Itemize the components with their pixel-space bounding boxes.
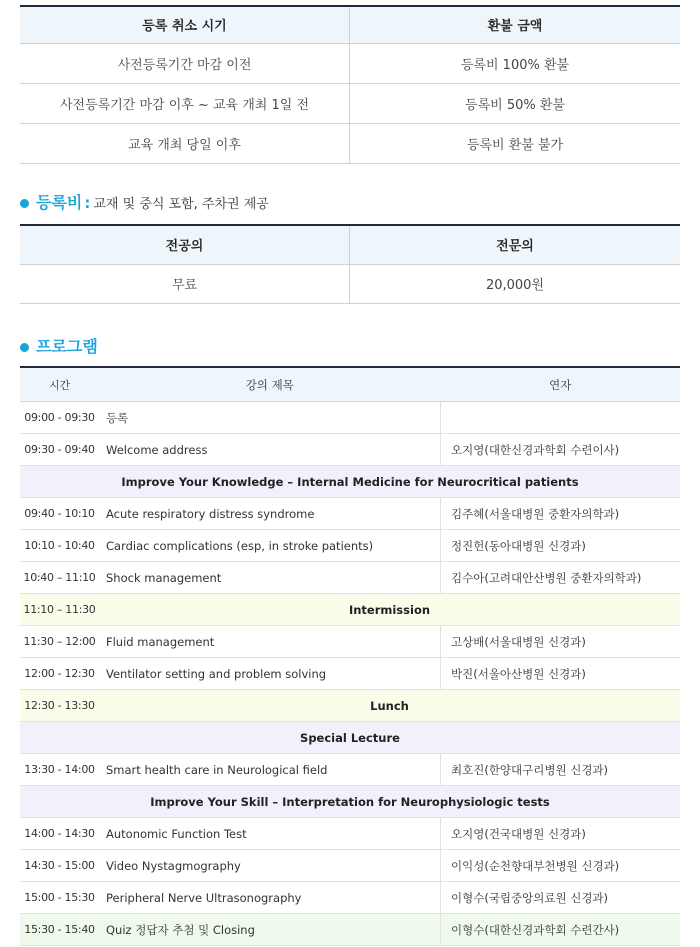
fee-section-colon: : (84, 194, 91, 212)
session-title: Ventilator setting and problem solving (99, 658, 441, 690)
break-row (20, 690, 680, 722)
session-title: Autonomic Function Test (99, 818, 441, 850)
fee-resident-value: 무료 (20, 264, 350, 303)
refund-table (20, 5, 680, 164)
table-row (20, 818, 680, 850)
section-subheader: Improve Your Skill – Interpretation for Neurophysiologic tests (20, 786, 680, 818)
refund-period: 교육 개최 당일 이후 (20, 123, 350, 163)
refund-period: 사전등록기간 마감 이전 (20, 43, 350, 83)
session-speaker: 박진(서울아산병원 신경과) (441, 658, 681, 690)
table-row (20, 498, 680, 530)
session-speaker: 최호진(한양대구리병원 신경과) (441, 754, 681, 786)
refund-period: 사전등록기간 마감 이후 ~ 교육 개최 1일 전 (20, 83, 350, 123)
session-speaker: 김수아(고려대안산병원 중환자의학과) (441, 562, 681, 594)
session-time: 12:30 - 13:30 (20, 690, 99, 722)
table-row (20, 123, 680, 163)
program-header-time: 시간 (20, 367, 99, 402)
program-header-speaker: 연자 (441, 367, 681, 402)
session-time: 14:30 - 15:00 (20, 850, 99, 882)
session-time: 09:30 - 09:40 (20, 434, 99, 466)
session-time: 10:40 – 11:10 (20, 562, 99, 594)
session-title: 등록 (99, 402, 441, 434)
section-subheader: Special Lecture (20, 722, 680, 754)
refund-amount: 등록비 100% 환불 (350, 43, 681, 83)
fee-table (20, 224, 680, 304)
table-row (20, 850, 680, 882)
bullet-dot-icon (20, 199, 29, 208)
session-title: Welcome address (99, 434, 441, 466)
closing-row (20, 914, 680, 946)
table-row (20, 43, 680, 83)
session-title: Peripheral Nerve Ultrasonography (99, 882, 441, 914)
fee-section-description: 교재 및 중식 포함, 주차권 제공 (93, 197, 269, 212)
session-speaker: 오지영(건국대병원 신경과) (441, 818, 681, 850)
fee-section-title: 등록비 (36, 193, 83, 212)
fee-section-heading (20, 190, 269, 213)
session-title: Video Nystagmography (99, 850, 441, 882)
table-row (20, 658, 680, 690)
session-speaker: 고상배(서울대병원 신경과) (441, 626, 681, 658)
session-speaker: 이형수(국립중앙의료원 신경과) (441, 882, 681, 914)
break-row (20, 594, 680, 626)
section-subheader-row (20, 722, 680, 754)
session-time: 09:40 - 10:10 (20, 498, 99, 530)
session-speaker: 이형수(대한신경과학회 수련간사) (441, 914, 681, 946)
fee-header-specialist: 전문의 (350, 225, 681, 264)
break-label: Lunch (99, 690, 680, 722)
fee-specialist-value: 20,000원 (350, 264, 681, 303)
section-subheader-row (20, 466, 680, 498)
session-speaker: 이익성(순천향대부천병원 신경과) (441, 850, 681, 882)
program-header-title: 강의 제목 (99, 367, 441, 402)
table-row (20, 402, 680, 434)
session-speaker: 김주혜(서울대병원 중환자의학과) (441, 498, 681, 530)
table-row (20, 754, 680, 786)
break-label: Intermission (99, 594, 680, 626)
session-title: Fluid management (99, 626, 441, 658)
session-speaker: 정진헌(동아대병원 신경과) (441, 530, 681, 562)
refund-table-header (20, 6, 680, 43)
program-section-title: 프로그램 (36, 337, 98, 356)
session-time: 10:10 - 10:40 (20, 530, 99, 562)
session-time: 15:30 - 15:40 (20, 914, 99, 946)
session-title: Smart health care in Neurological field (99, 754, 441, 786)
session-time: 15:00 - 15:30 (20, 882, 99, 914)
bullet-dot-icon (20, 343, 29, 352)
session-time: 12:00 - 12:30 (20, 658, 99, 690)
program-section-heading (20, 334, 98, 357)
session-time: 11:10 – 11:30 (20, 594, 99, 626)
refund-header-amount: 환불 금액 (350, 6, 681, 43)
session-time: 09:00 - 09:30 (20, 402, 99, 434)
session-title: Quiz 정답자 추첨 및 Closing (99, 914, 441, 946)
program-table-header (20, 367, 680, 402)
section-subheader: Improve Your Knowledge – Internal Medicine for Neurocritical patients (20, 466, 680, 498)
refund-amount: 등록비 50% 환불 (350, 83, 681, 123)
fee-table-header (20, 225, 680, 264)
table-row (20, 626, 680, 658)
program-table (20, 366, 680, 946)
table-row (20, 264, 680, 303)
session-speaker (441, 402, 681, 434)
session-title: Acute respiratory distress syndrome (99, 498, 441, 530)
table-row (20, 434, 680, 466)
table-row (20, 530, 680, 562)
fee-header-resident: 전공의 (20, 225, 350, 264)
session-time: 11:30 – 12:00 (20, 626, 99, 658)
table-row (20, 882, 680, 914)
session-speaker: 오지영(대한신경과학회 수련이사) (441, 434, 681, 466)
section-subheader-row (20, 786, 680, 818)
session-time: 14:00 - 14:30 (20, 818, 99, 850)
refund-header-period: 등록 취소 시기 (20, 6, 350, 43)
table-row (20, 562, 680, 594)
session-time: 13:30 - 14:00 (20, 754, 99, 786)
table-row (20, 83, 680, 123)
session-title: Cardiac complications (esp, in stroke patients) (99, 530, 441, 562)
refund-amount: 등록비 환불 불가 (350, 123, 681, 163)
session-title: Shock management (99, 562, 441, 594)
